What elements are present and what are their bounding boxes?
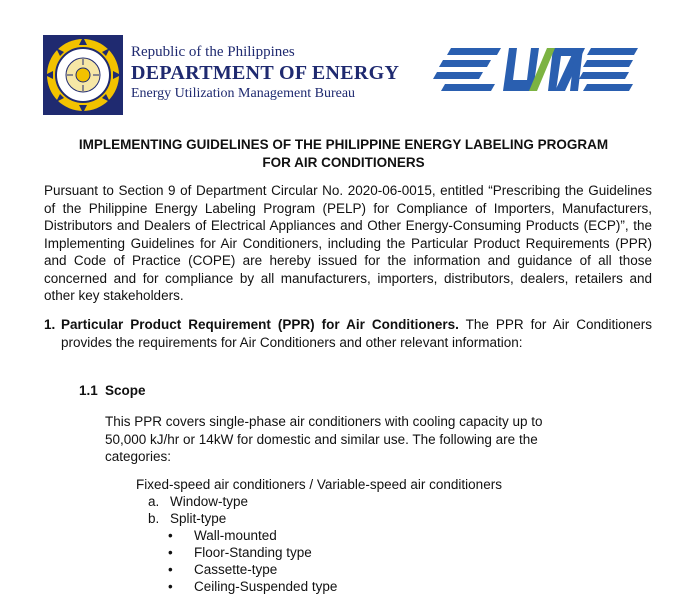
- bullet-label: Ceiling-Suspended type: [194, 579, 338, 594]
- bullet-item: [168, 578, 337, 595]
- department-header: [131, 44, 399, 103]
- bullet-icon: •: [168, 545, 173, 560]
- bullet-item: [168, 544, 312, 561]
- section-1-1-number: 1.1: [79, 383, 98, 398]
- department-name: DEPARTMENT OF ENERGY: [131, 62, 400, 84]
- section-1-text: The PPR for Air Conditioners provides the requirements for Air Conditioners and other relevant information:: [61, 317, 652, 350]
- bullet-label: Cassette-type: [194, 562, 278, 577]
- section-1-heading: Particular Product Requirement (PPR) for Air Conditioners.: [61, 317, 459, 332]
- list-label: Split-type: [170, 511, 227, 526]
- republic-line: Republic of the Philippines: [131, 44, 295, 60]
- bullet-label: Floor-Standing type: [194, 545, 312, 560]
- list-letter: a.: [148, 494, 160, 509]
- list-label: Window-type: [170, 494, 249, 509]
- list-item: [148, 510, 226, 527]
- section-1: [44, 316, 652, 351]
- section-1-1-heading: [79, 383, 146, 398]
- intro-paragraph: Pursuant to Section 9 of Department Circular No. 2020-06-0015, entitled “Prescribing the Guidelines of the Philippine Energy Labeling Program (PELP) for Compliance of Importers, Manufacturers, Distributors and Dealers of Electrical Appliances and Other Energy-Consuming Products (ECP)”, the Implementing Guidelines for Air Conditioners, including the Particular Product Requirements (PPR) and Code of Practice (COPE) are hereby issued for the information and guidance of all those concerned and for compliance by all manufacturers, importers, distributors, dealers, retailers and other key stakeholders.: [44, 183, 652, 303]
- document-title: [20, 136, 667, 172]
- scope-paragraph: This PPR covers single-phase air conditioners with cooling capacity up to 50,000 kJ/hr or 14kW for domestic and similar use. The following are the categories:: [105, 414, 543, 464]
- bullet-label: Wall-mounted: [194, 528, 277, 543]
- section-1-body: [61, 316, 652, 351]
- section-1-1-title: Scope: [105, 383, 146, 398]
- list-item: [148, 493, 248, 510]
- eumb-logo: [433, 44, 638, 92]
- bullet-icon: •: [168, 528, 173, 543]
- bureau-name: Energy Utilization Management Bureau: [131, 86, 356, 101]
- bullet-item: [168, 561, 277, 578]
- title-line-1: IMPLEMENTING GUIDELINES OF THE PHILIPPINE ENERGY LABELING PROGRAM: [78, 137, 609, 152]
- bullet-icon: •: [168, 562, 173, 577]
- title-line-2: FOR AIR CONDITIONERS: [262, 155, 425, 170]
- bullet-item: [168, 527, 277, 544]
- bullet-icon: •: [168, 579, 173, 594]
- doe-seal: [43, 35, 123, 115]
- categories-heading: Fixed-speed air conditioners / Variable-speed air conditioners: [136, 477, 502, 492]
- section-1-number: 1.: [44, 317, 56, 332]
- list-letter: b.: [148, 511, 160, 526]
